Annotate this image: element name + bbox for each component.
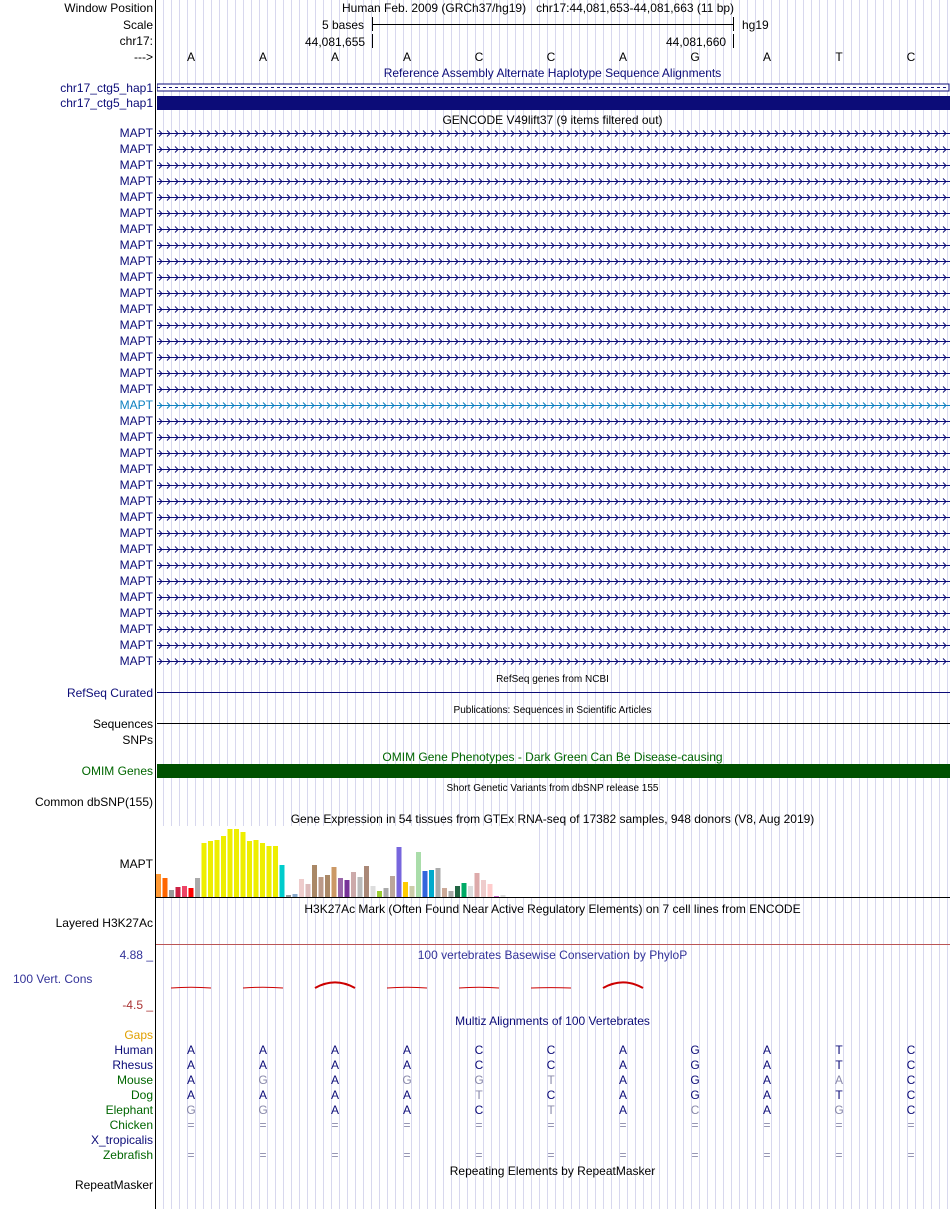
gencode-transcript-label[interactable]: MAPT bbox=[119, 206, 153, 220]
multiz-species-label[interactable]: Dog bbox=[130, 1088, 153, 1102]
multiz-aligned-base: C bbox=[906, 1073, 916, 1087]
gencode-transcript-intron[interactable] bbox=[157, 431, 950, 443]
phylop-plot[interactable] bbox=[155, 964, 950, 1004]
phylop-max-label: 4.88 _ bbox=[119, 948, 153, 962]
gtex-tissue-bar[interactable] bbox=[306, 884, 311, 898]
publications-feature-line[interactable] bbox=[157, 723, 950, 724]
gtex-tissue-bar[interactable] bbox=[338, 878, 343, 898]
gencode-transcript-label[interactable]: MAPT bbox=[119, 654, 153, 668]
multiz-aligned-base: A bbox=[186, 1058, 195, 1072]
reference-base: A bbox=[402, 50, 411, 64]
phylop-score-curve bbox=[243, 987, 283, 988]
multiz-aligned-base: A bbox=[258, 1088, 267, 1102]
gtex-tissue-bar[interactable] bbox=[260, 843, 265, 898]
gtex-tissue-bar[interactable] bbox=[390, 876, 395, 898]
reference-base: C bbox=[906, 50, 916, 64]
gencode-transcript-label[interactable]: MAPT bbox=[119, 334, 153, 348]
gencode-transcript-label[interactable]: MAPT bbox=[119, 158, 153, 172]
multiz-aligned-base: = bbox=[259, 1148, 267, 1162]
reference-base: A bbox=[762, 50, 771, 64]
gencode-transcript-label[interactable]: MAPT bbox=[119, 526, 153, 540]
gencode-transcript-label[interactable]: MAPT bbox=[119, 590, 153, 604]
multiz-aligned-base: T bbox=[835, 1058, 843, 1072]
gtex-tissue-bar[interactable] bbox=[429, 870, 434, 898]
multiz-aligned-base: A bbox=[258, 1058, 267, 1072]
gencode-transcript-label[interactable]: MAPT bbox=[119, 382, 153, 396]
gencode-transcript-label[interactable]: MAPT bbox=[119, 414, 153, 428]
multiz-aligned-base: = bbox=[547, 1148, 555, 1162]
gencode-transcript-intron[interactable] bbox=[157, 191, 950, 203]
multiz-aligned-base: = bbox=[835, 1148, 843, 1162]
gencode-transcript-intron[interactable] bbox=[157, 479, 950, 491]
gtex-tissue-bar[interactable] bbox=[351, 872, 356, 898]
gencode-transcript-label[interactable]: MAPT bbox=[119, 638, 153, 652]
multiz-aligned-base: = bbox=[763, 1148, 771, 1162]
gtex-tissue-bar[interactable] bbox=[195, 878, 200, 898]
multiz-aligned-base: G bbox=[186, 1103, 196, 1117]
multiz-aligned-base: A bbox=[762, 1103, 771, 1117]
multiz-aligned-base: A bbox=[618, 1088, 627, 1102]
h3k27ac-title: H3K27Ac Mark (Often Found Near Active Regulatory Elements) on 7 cell lines from ENCODE bbox=[304, 902, 801, 916]
gencode-transcript-intron[interactable] bbox=[157, 543, 950, 555]
multiz-aligned-base: T bbox=[475, 1088, 483, 1102]
multiz-aligned-base: C bbox=[906, 1043, 916, 1057]
gencode-transcript-label[interactable]: MAPT bbox=[119, 510, 153, 524]
gtex-tissue-bar[interactable] bbox=[488, 884, 493, 898]
multiz-aligned-base: G bbox=[258, 1103, 268, 1117]
gtex-tissue-bar[interactable] bbox=[156, 874, 161, 898]
gencode-transcript-label[interactable]: MAPT bbox=[119, 446, 153, 460]
gencode-transcript-intron[interactable] bbox=[157, 639, 950, 651]
multiz-aligned-base: A bbox=[186, 1073, 195, 1087]
gtex-tissue-bar[interactable] bbox=[475, 873, 480, 898]
multiz-aligned-base: = bbox=[907, 1148, 915, 1162]
phylop-score-curve bbox=[387, 987, 427, 988]
gencode-transcript-intron[interactable] bbox=[157, 319, 950, 331]
gencode-transcript-label[interactable]: MAPT bbox=[119, 190, 153, 204]
gencode-transcript-intron[interactable] bbox=[157, 239, 950, 251]
gtex-tissue-bar[interactable] bbox=[312, 865, 317, 898]
position-left-tick bbox=[372, 34, 373, 48]
gtex-gene-label[interactable]: MAPT bbox=[119, 857, 153, 871]
phylop-min-label: -4.5 _ bbox=[122, 998, 153, 1012]
publications-title: Publications: Sequences in Scientific Articles bbox=[453, 705, 652, 716]
gencode-transcript-label[interactable]: MAPT bbox=[119, 318, 153, 332]
gencode-transcript-label[interactable]: MAPT bbox=[119, 622, 153, 636]
gencode-transcript-intron[interactable] bbox=[157, 415, 950, 427]
omim-feature[interactable] bbox=[157, 764, 950, 778]
multiz-aligned-base: G bbox=[690, 1043, 700, 1057]
label-track-separator bbox=[155, 0, 156, 1209]
multiz-aligned-base: A bbox=[330, 1103, 339, 1117]
gencode-transcript-label[interactable]: MAPT bbox=[119, 142, 153, 156]
gtex-tissue-bar[interactable] bbox=[221, 836, 226, 898]
reference-base: A bbox=[186, 50, 195, 64]
multiz-aligned-base: A bbox=[618, 1043, 627, 1057]
gtex-baseline bbox=[155, 897, 950, 898]
reference-base: C bbox=[474, 50, 484, 64]
multiz-species-label[interactable]: Mouse bbox=[116, 1073, 153, 1087]
phylop-score-curve bbox=[603, 982, 643, 988]
gencode-transcript-intron[interactable] bbox=[157, 367, 950, 379]
gencode-transcript-intron[interactable] bbox=[157, 655, 950, 667]
gtex-tissue-bar[interactable] bbox=[254, 840, 259, 898]
multiz-aligned-base: C bbox=[906, 1058, 916, 1072]
gtex-tissue-bar[interactable] bbox=[462, 883, 467, 898]
gtex-tissue-bar[interactable] bbox=[228, 829, 233, 898]
gtex-tissue-bar[interactable] bbox=[416, 852, 421, 898]
multiz-aligned-base: = bbox=[475, 1118, 483, 1132]
gencode-transcript-label[interactable]: MAPT bbox=[119, 558, 153, 572]
gencode-transcript-intron[interactable] bbox=[157, 527, 950, 539]
gtex-tissue-bar[interactable] bbox=[202, 843, 207, 898]
multiz-aligned-base: A bbox=[762, 1043, 771, 1057]
multiz-aligned-base: A bbox=[618, 1103, 627, 1117]
multiz-aligned-base: = bbox=[331, 1118, 339, 1132]
multiz-aligned-base: G bbox=[258, 1073, 268, 1087]
gtex-tissue-bar[interactable] bbox=[267, 846, 272, 898]
scale-bar-text: 5 bases bbox=[322, 18, 365, 32]
multiz-aligned-base: A bbox=[618, 1058, 627, 1072]
gencode-transcript-label[interactable]: MAPT bbox=[119, 478, 153, 492]
gencode-transcript-intron[interactable] bbox=[157, 143, 950, 155]
gencode-transcript-label[interactable]: MAPT bbox=[119, 174, 153, 188]
reference-sequence bbox=[0, 50, 950, 64]
multiz-aligned-base: A bbox=[762, 1058, 771, 1072]
gtex-tissue-bar[interactable] bbox=[280, 865, 285, 898]
gencode-transcript-label[interactable]: MAPT bbox=[119, 270, 153, 284]
position-right-tick bbox=[733, 34, 734, 48]
multiz-aligned-base: G bbox=[474, 1073, 484, 1087]
gtex-tissue-bar[interactable] bbox=[436, 868, 441, 898]
gencode-transcript-intron[interactable] bbox=[157, 623, 950, 635]
multiz-aligned-base: = bbox=[619, 1118, 627, 1132]
multiz-aligned-base: C bbox=[546, 1088, 556, 1102]
multiz-aligned-base: C bbox=[546, 1058, 556, 1072]
omim-title: OMIM Gene Phenotypes - Dark Green Can Be Disease-causing bbox=[382, 750, 723, 764]
gencode-transcript-intron[interactable] bbox=[157, 591, 950, 603]
gencode-transcript-label[interactable]: MAPT bbox=[119, 398, 153, 412]
reference-base: A bbox=[330, 50, 339, 64]
dbsnp-label[interactable]: Common dbSNP(155) bbox=[34, 795, 153, 809]
gencode-transcript-label[interactable]: MAPT bbox=[119, 574, 153, 588]
gencode-transcript-intron[interactable] bbox=[157, 223, 950, 235]
gtex-tissue-bar[interactable] bbox=[364, 866, 369, 898]
omim-label[interactable]: OMIM Genes bbox=[81, 764, 153, 778]
gtex-tissue-bar[interactable] bbox=[208, 841, 213, 898]
gencode-transcript-intron[interactable] bbox=[157, 511, 950, 523]
gtex-bar-chart[interactable] bbox=[156, 826, 536, 898]
dbsnp-title: Short Genetic Variants from dbSNP release 155 bbox=[446, 783, 659, 794]
gtex-tissue-bar[interactable] bbox=[273, 846, 278, 898]
multiz-aligned-base: C bbox=[474, 1058, 484, 1072]
reference-base: T bbox=[835, 50, 843, 64]
multiz-aligned-base: C bbox=[906, 1103, 916, 1117]
h3k27ac-baseline bbox=[155, 944, 950, 945]
gtex-tissue-bar[interactable] bbox=[325, 875, 330, 898]
position-left-label: 44,081,655 bbox=[305, 35, 366, 49]
gencode-transcript-label[interactable]: MAPT bbox=[119, 494, 153, 508]
multiz-aligned-base: C bbox=[474, 1043, 484, 1057]
multiz-species-label[interactable]: Rhesus bbox=[112, 1058, 153, 1072]
multiz-species-label[interactable]: Zebrafish bbox=[102, 1148, 153, 1162]
gencode-transcript-label[interactable]: MAPT bbox=[119, 430, 153, 444]
multiz-aligned-base: A bbox=[402, 1058, 411, 1072]
multiz-aligned-base: C bbox=[546, 1043, 556, 1057]
gtex-tissue-bar[interactable] bbox=[397, 847, 402, 898]
multiz-aligned-base: = bbox=[187, 1148, 195, 1162]
multiz-aligned-base: T bbox=[835, 1088, 843, 1102]
multiz-species-label[interactable]: Elephant bbox=[105, 1103, 153, 1117]
gencode-transcript-intron[interactable] bbox=[157, 255, 950, 267]
multiz-aligned-base: T bbox=[547, 1103, 555, 1117]
assembly-title: Human Feb. 2009 (GRCh37/hg19) chr17:44,081,653-44,081,663 (11 bp) bbox=[342, 1, 735, 15]
reference-base: A bbox=[258, 50, 267, 64]
multiz-aligned-base: A bbox=[762, 1088, 771, 1102]
alt-haplotype-feature-1[interactable] bbox=[157, 83, 950, 93]
multiz-aligned-base: C bbox=[906, 1088, 916, 1102]
gencode-transcript-label[interactable]: MAPT bbox=[119, 366, 153, 380]
gencode-transcript-label[interactable]: MAPT bbox=[119, 606, 153, 620]
gtex-tissue-bar[interactable] bbox=[215, 840, 220, 898]
multiz-aligned-base: = bbox=[619, 1148, 627, 1162]
alt-haplotype-title: Reference Assembly Alternate Haplotype Sequence Alignments bbox=[383, 66, 722, 80]
gencode-transcript-intron[interactable] bbox=[157, 607, 950, 619]
gencode-transcript-intron[interactable] bbox=[157, 159, 950, 171]
gtex-tissue-bar[interactable] bbox=[241, 832, 246, 898]
gtex-tissue-bar[interactable] bbox=[345, 880, 350, 898]
scale-bar bbox=[372, 24, 734, 25]
gencode-transcript-label[interactable]: MAPT bbox=[119, 222, 153, 236]
multiz-aligned-base: A bbox=[258, 1043, 267, 1057]
gtex-tissue-bar[interactable] bbox=[163, 878, 168, 898]
multiz-species-label[interactable]: Human bbox=[114, 1043, 153, 1057]
scale-bar-right-tick bbox=[733, 17, 734, 31]
multiz-aligned-base: = bbox=[547, 1118, 555, 1132]
gtex-tissue-bar[interactable] bbox=[247, 841, 252, 898]
gencode-transcript-intron[interactable] bbox=[157, 303, 950, 315]
gencode-transcript-intron[interactable] bbox=[157, 559, 950, 571]
gencode-transcript-label[interactable]: MAPT bbox=[119, 350, 153, 364]
multiz-aligned-base: G bbox=[402, 1073, 412, 1087]
multiz-species-label[interactable]: Chicken bbox=[109, 1118, 153, 1132]
gencode-transcript-intron[interactable] bbox=[157, 399, 950, 411]
multiz-species-label[interactable]: X_tropicalis bbox=[90, 1133, 153, 1147]
multiz-aligned-base: A bbox=[330, 1088, 339, 1102]
phylop-score-curve bbox=[459, 987, 499, 988]
gencode-transcript-label[interactable]: MAPT bbox=[119, 238, 153, 252]
multiz-aligned-base: A bbox=[402, 1088, 411, 1102]
multiz-aligned-base: = bbox=[403, 1118, 411, 1132]
h3k27ac-label[interactable]: Layered H3K27Ac bbox=[55, 916, 153, 930]
refseq-title: RefSeq genes from NCBI bbox=[496, 674, 609, 685]
snps-label[interactable]: SNPs bbox=[122, 733, 153, 747]
multiz-aligned-base: = bbox=[475, 1148, 483, 1162]
alt-haplotype-feature-2[interactable] bbox=[157, 96, 950, 110]
phylop-track-label[interactable]: 100 Vert. Cons bbox=[13, 972, 93, 986]
gtex-tissue-bar[interactable] bbox=[332, 867, 337, 898]
position-right-label: 44,081,660 bbox=[666, 35, 727, 49]
gencode-transcript-intron[interactable] bbox=[157, 271, 950, 283]
gtex-tissue-bar[interactable] bbox=[481, 880, 486, 898]
multiz-aligned-base: C bbox=[474, 1103, 484, 1117]
multiz-aligned-base: G bbox=[690, 1058, 700, 1072]
multiz-aligned-base: A bbox=[834, 1073, 843, 1087]
multiz-aligned-base: = bbox=[691, 1148, 699, 1162]
multiz-aligned-base: = bbox=[259, 1118, 267, 1132]
multiz-aligned-base: A bbox=[618, 1073, 627, 1087]
phylop-score-curve bbox=[315, 982, 355, 988]
refseq-feature-line[interactable] bbox=[157, 692, 950, 693]
gencode-transcript-intron[interactable] bbox=[157, 495, 950, 507]
multiz-aligned-base: = bbox=[187, 1118, 195, 1132]
gencode-transcript-label[interactable]: MAPT bbox=[119, 462, 153, 476]
alt-haplotype-label-1[interactable]: chr17_ctg5_hap1 bbox=[60, 81, 153, 95]
multiz-aligned-base: A bbox=[402, 1103, 411, 1117]
multiz-aligned-base: G bbox=[690, 1073, 700, 1087]
reference-base: A bbox=[618, 50, 627, 64]
repeatmasker-title: Repeating Elements by RepeatMasker bbox=[449, 1164, 656, 1178]
multiz-gaps-label: Gaps bbox=[124, 1028, 153, 1042]
gencode-transcript-label[interactable]: MAPT bbox=[119, 302, 153, 316]
gencode-transcript-intron[interactable] bbox=[157, 335, 950, 347]
strand-label: ---> bbox=[134, 50, 153, 64]
publications-label[interactable]: Sequences bbox=[92, 717, 153, 731]
gencode-transcript-label[interactable]: MAPT bbox=[119, 126, 153, 140]
phylop-title: 100 vertebrates Basewise Conservation by PhyloP bbox=[417, 948, 688, 962]
gtex-tissue-bar[interactable] bbox=[299, 879, 304, 898]
chrom-label: chr17: bbox=[119, 34, 153, 48]
gtex-tissue-bar[interactable] bbox=[319, 877, 324, 898]
multiz-aligned-base: = bbox=[763, 1118, 771, 1132]
window-position-label: Window Position bbox=[64, 1, 153, 15]
gencode-transcript-intron[interactable] bbox=[157, 463, 950, 475]
multiz-aligned-base: A bbox=[330, 1073, 339, 1087]
multiz-aligned-base: A bbox=[330, 1043, 339, 1057]
reference-base: C bbox=[546, 50, 556, 64]
gencode-transcript-intron[interactable] bbox=[157, 383, 950, 395]
gtex-title: Gene Expression in 54 tissues from GTEx RNA-seq of 17382 samples, 948 donors (V8, Aug 2019) bbox=[290, 812, 815, 826]
multiz-title: Multiz Alignments of 100 Vertebrates bbox=[455, 1014, 650, 1028]
gencode-transcript-intron[interactable] bbox=[157, 287, 950, 299]
gencode-transcript-intron[interactable] bbox=[157, 447, 950, 459]
multiz-aligned-base: C bbox=[690, 1103, 700, 1117]
multiz-aligned-base: = bbox=[835, 1118, 843, 1132]
multiz-aligned-base: G bbox=[834, 1103, 844, 1117]
multiz-aligned-base: = bbox=[907, 1118, 915, 1132]
multiz-aligned-base: = bbox=[403, 1148, 411, 1162]
refseq-label[interactable]: RefSeq Curated bbox=[66, 686, 153, 700]
gtex-tissue-bar[interactable] bbox=[403, 882, 408, 898]
gtex-tissue-bar[interactable] bbox=[423, 871, 428, 898]
alt-haplotype-label-2[interactable]: chr17_ctg5_hap1 bbox=[60, 96, 153, 110]
gtex-tissue-bar[interactable] bbox=[234, 829, 239, 898]
reference-base: G bbox=[690, 50, 700, 64]
multiz-aligned-base: A bbox=[402, 1043, 411, 1057]
gencode-transcript-label[interactable]: MAPT bbox=[119, 542, 153, 556]
gtex-tissue-bar[interactable] bbox=[358, 877, 363, 898]
multiz-aligned-base: T bbox=[547, 1073, 555, 1087]
repeatmasker-label[interactable]: RepeatMasker bbox=[74, 1178, 153, 1192]
scale-db-label: hg19 bbox=[742, 18, 769, 32]
gencode-transcript-intron[interactable] bbox=[157, 175, 950, 187]
gencode-transcript-label[interactable]: MAPT bbox=[119, 286, 153, 300]
multiz-aligned-base: A bbox=[330, 1058, 339, 1072]
multiz-aligned-base: = bbox=[691, 1118, 699, 1132]
multiz-aligned-base: T bbox=[835, 1043, 843, 1057]
multiz-aligned-base: A bbox=[186, 1043, 195, 1057]
gencode-transcript-intron[interactable] bbox=[157, 207, 950, 219]
multiz-aligned-base: A bbox=[762, 1073, 771, 1087]
gencode-transcript-intron[interactable] bbox=[157, 351, 950, 363]
scale-label: Scale bbox=[122, 18, 153, 32]
multiz-aligned-base: G bbox=[690, 1088, 700, 1102]
gencode-transcript-intron[interactable] bbox=[157, 127, 950, 139]
multiz-aligned-base: = bbox=[331, 1148, 339, 1162]
gencode-transcript-intron[interactable] bbox=[157, 575, 950, 587]
gencode-transcript-label[interactable]: MAPT bbox=[119, 254, 153, 268]
phylop-score-curve bbox=[171, 987, 211, 988]
gencode-title: GENCODE V49lift37 (9 items filtered out) bbox=[442, 113, 663, 127]
multiz-aligned-base: A bbox=[186, 1088, 195, 1102]
